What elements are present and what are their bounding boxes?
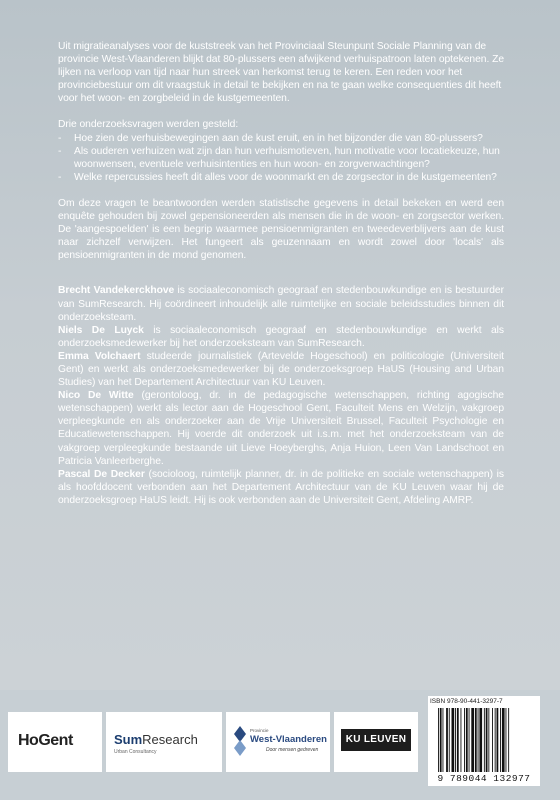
author-bios <box>58 284 504 507</box>
sumresearch-logo <box>106 712 222 772</box>
barcode-icon <box>436 708 536 772</box>
author-description: is sociaaleconomisch geograaf en stedenbouwkundige en werkt als onderzoeksmedewerker bij het onderzoeksteam van SumResearch. <box>58 324 504 349</box>
list-item: - Als ouderen verhuizen wat zijn dan hun verhuismotieven, hun motivatie voor locatiekeuze, hun woonwensen, eventuele verhuisintenties en hun woon- en zorgverwachtingen? <box>58 145 504 171</box>
intro-paragraph: Uit migratieanalyses voor de kuststreek van het Provinciaal Steunpunt Sociale Planning van de provincie West-Vlaanderen blijkt dat 80-plussers een afwijkend verhuispatroon laten optekenen. Ze lijken na verloop van tijd naar hun streek van herkomst terug te keren. Een reden voor het provinciebestuur om dit vraagstuk in detail te bekijken en na te gaan welke consequenties dit heeft voor het woon- en zorgbeleid in de kustgemeenten. <box>58 41 504 105</box>
author-bio <box>58 324 504 350</box>
ku-leuven-logo <box>334 712 418 772</box>
west-vlaanderen-emblem-icon <box>232 724 248 758</box>
author-bio <box>58 350 504 389</box>
isbn-number: ISBN 978-90-441-3297-7 <box>430 698 503 705</box>
method-paragraph: Om deze vragen te beantwoorden werden statistische gegevens in detail bekeken en werd een enquête gehouden bij zowel gepensioneerden als mensen die in de woon- en zorgsector werken. De 'aangespoelden' is een begrip waarmee pensioenmigranten en tweedeverblijvers aan de kust naar zichzelf verwijzen. Het fungeert als geuzennaam en wordt zowel door 'locals' als pensioenmigranten in de mond genomen. <box>58 197 504 262</box>
hogent-logo-text: HoGent <box>18 732 73 749</box>
author-name: Nico De Witte <box>58 390 134 402</box>
barcode-digits: 9 789044 132977 <box>437 773 531 784</box>
isbn-barcode-box <box>428 696 540 786</box>
author-name: Emma Volchaert <box>58 350 141 362</box>
west-vlaanderen-small-text: Provincie <box>250 728 269 733</box>
list-item: - Hoe zien de verhuisbewegingen aan de kust eruit, en in het bijzonder die van 80-plussers? <box>58 132 504 145</box>
sumresearch-tagline: Urban Consultancy <box>114 749 157 755</box>
author-name: Brecht Vandekerckhove <box>58 285 175 297</box>
author-bio <box>58 389 504 468</box>
author-name: Pascal De Decker <box>58 468 145 480</box>
ku-leuven-logo-text: KU LEUVEN <box>345 734 407 745</box>
author-name: Niels De Luyck <box>58 324 144 336</box>
back-cover-text <box>58 40 504 507</box>
list-item: - Welke repercussies heeft dit alles voor de woonmarkt en de zorgsector in de kustgemeenten? <box>58 171 504 184</box>
west-vlaanderen-tagline: Door mensen gedreven <box>266 747 319 753</box>
hogent-logo <box>8 712 102 772</box>
sumresearch-logo-text: SumResearch <box>114 732 198 747</box>
author-description: (gerontoloog, dr. in de pedagogische wetenschappen, richting agogische wetenschappen) werkt als lector aan de Hogeschool Gent, Faculteit Mens en Welzijn, vakgroep verpleegkunde en als onderzoeker aan de Vrije Universiteit Brussel, Faculteit Psychologie en Educatiewetenschappen. Hij voerde dit onderzoek uit i.s.m. met het onderzoeksteam van de vakgroep verpleegkunde bestaande uit Lieve Hoeyberghs, Anja Huion, Leen Van Landschoot en Patricia Vanleerberghe. <box>58 390 504 467</box>
author-bio <box>58 468 504 507</box>
author-bio <box>58 284 504 323</box>
ku-leuven-block <box>341 729 411 751</box>
questions-list <box>58 132 504 184</box>
questions-intro: Drie onderzoeksvragen werden gesteld: <box>58 119 239 131</box>
author-description: studeerde journalistiek (Artevelde Hogeschool) en politicologie (Universiteit Gent) en werkt als onderzoeksmedewerker bij de onderzoeksgroep HaUS (Housing and Urban Studies) van het Departement Architectuur van KU Leuven. <box>58 350 504 389</box>
west-vlaanderen-logo <box>226 712 330 772</box>
west-vlaanderen-name: West-Vlaanderen <box>250 734 327 745</box>
author-description: is sociaaleconomisch geograaf en stedenbouwkundige en is bestuurder van SumResearch. Hij coördineert inhoudelijk alle ruimtelijke en sociale beleidsstudies binnen dit onderzoeksteam. <box>58 285 504 323</box>
author-description: (socioloog, ruimtelijk planner, dr. in de politieke en sociale wetenschappen) is als hoofddocent verbonden aan het Departement Architectuur van de KU Leuven waar hij de onderzoeksgroep HaUS leidt. Hij is ook verbonden aan de Universiteit Gent, Afdeling AMRP. <box>58 468 504 506</box>
